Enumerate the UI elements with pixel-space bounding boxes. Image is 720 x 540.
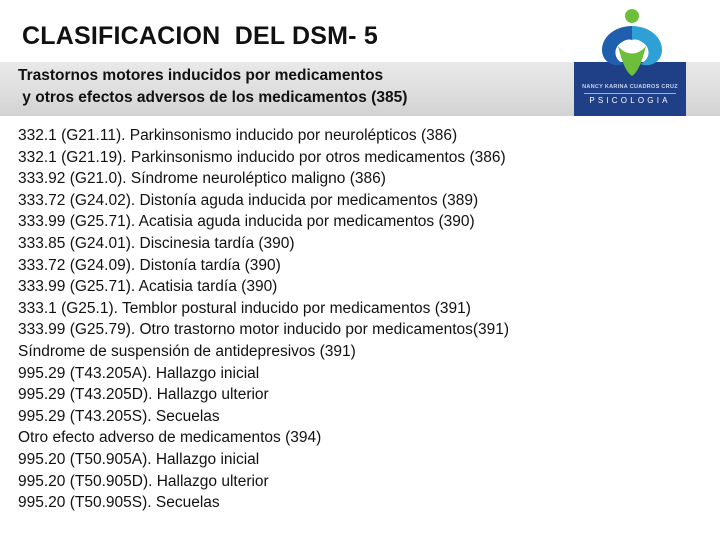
list-item: 333.1 (G25.1). Temblor postural inducido por medicamentos (391) (18, 299, 471, 317)
subtitle-line-1: Trastornos motores inducidos por medicamentos (18, 67, 384, 84)
logo-word: PSICOLOGIA (589, 96, 671, 105)
logo-name: NANCY KARINA CUADROS CRUZ (582, 84, 678, 90)
slide-title: CLASIFICACION DEL DSM- 5 (22, 22, 378, 50)
diagnosis-list (18, 125, 509, 514)
slide-subtitle (18, 65, 407, 109)
list-item: 333.72 (G24.02). Distonía aguda inducida por medicamentos (389) (18, 191, 479, 209)
list-item: 333.72 (G24.09). Distonía tardía (390) (18, 256, 281, 274)
list-item: Síndrome de suspensión de antidepresivos (391) (18, 342, 356, 360)
list-item: Otro efecto adverso de medicamentos (394) (18, 429, 322, 447)
list-item: 332.1 (G21.11). Parkinsonismo inducido por neurolépticos (386) (18, 127, 458, 144)
stylized-figure-logo-icon (592, 6, 672, 80)
list-item: 995.20 (T50.905A). Hallazgo inicial (18, 450, 260, 468)
list-item: 995.29 (T43.205D). Hallazgo ulterior (18, 386, 269, 404)
list-item: 333.92 (G21.0). Síndrome neuroléptico maligno (386) (18, 170, 386, 188)
subtitle-line-2: y otros efectos adversos de los medicamentos (385) (18, 89, 408, 106)
list-item: 995.29 (T43.205S). Secuelas (18, 407, 220, 425)
list-item: 333.99 (G25.79). Otro trastorno motor inducido por medicamentos(391) (18, 321, 510, 339)
list-item: 995.29 (T43.205A). Hallazgo inicial (18, 364, 260, 382)
list-item: 332.1 (G21.19). Parkinsonismo inducido por otros medicamentos (386) (18, 148, 506, 166)
list-item: 333.85 (G24.01). Discinesia tardía (390) (18, 234, 295, 252)
logo-divider (584, 93, 676, 94)
list-item: 333.99 (G25.71). Acatisia tardía (390) (18, 278, 278, 296)
list-item: 995.20 (T50.905S). Secuelas (18, 494, 220, 512)
list-item: 995.20 (T50.905D). Hallazgo ulterior (18, 472, 269, 490)
list-item: 333.99 (G25.71). Acatisia aguda inducida por medicamentos (390) (18, 213, 475, 231)
